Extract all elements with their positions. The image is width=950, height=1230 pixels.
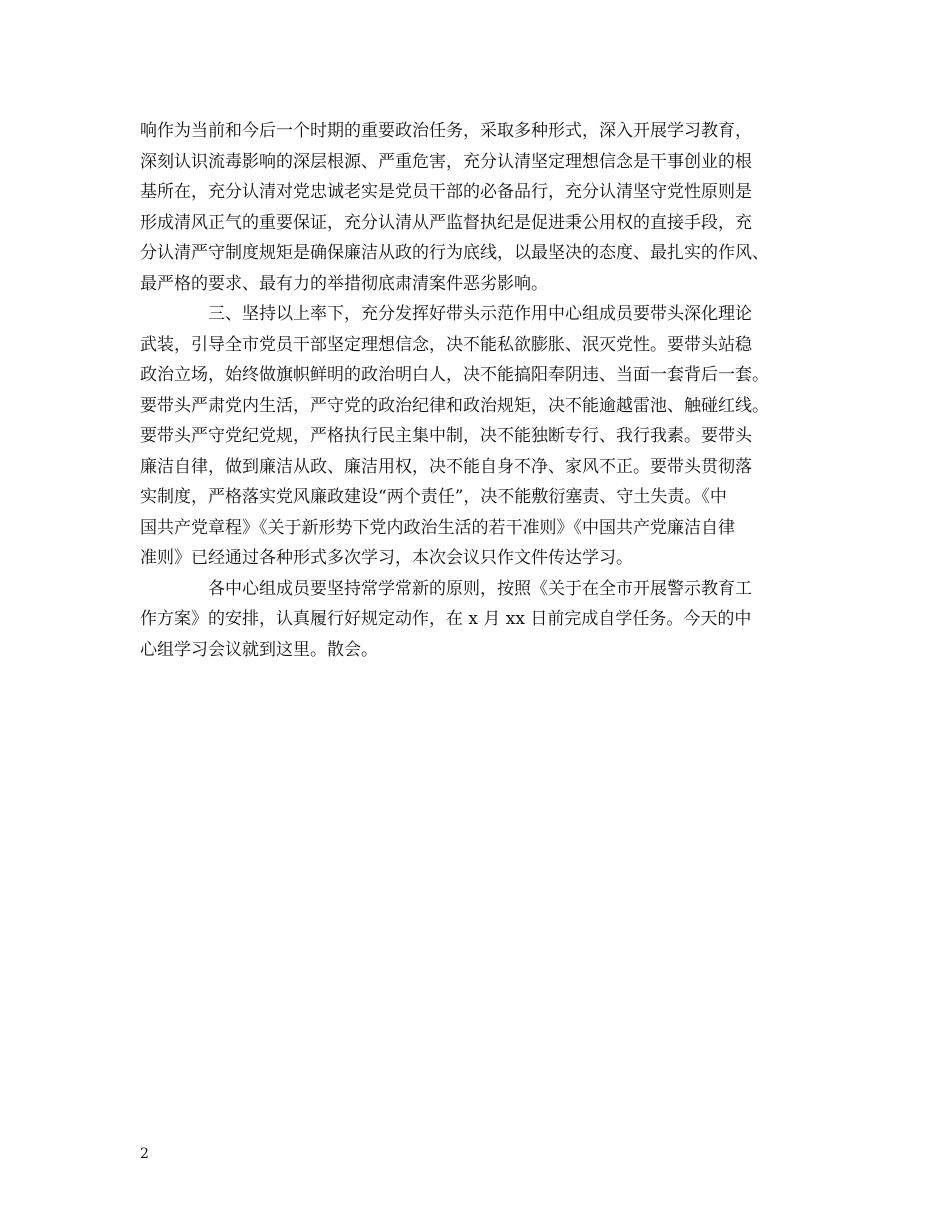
text-line: 实制度，严格落实党风廉政建设“两个责任”，决不能敷衍塞责、守土失责。《中 — [140, 487, 727, 507]
text-line: 廉洁自律，做到廉洁从政、廉洁用权，决不能自身不净、家风不正。要带头贯彻落 — [140, 456, 752, 477]
text-line: 武装，引导全市党员干部坚定理想信念，决不能私欲膨胀、泯灭党性。要带头站稳 — [140, 334, 752, 355]
text-line: 基所在，充分认清对党忠诚老实是党员干部的必备品行，充分认清坚守党性原则是 — [140, 182, 752, 202]
text-line: 三、坚持以上率下，充分发挥好带头示范作用中心组成员要带头深化理论 — [208, 304, 752, 324]
document-body — [140, 116, 820, 665]
text-line: 准则》已经通过各种形式多次学习，本次会议只作文件传达学习。 — [140, 548, 633, 568]
text-line: 心组学习会议就到这里。散会。 — [140, 639, 378, 660]
paragraph-section-three — [140, 299, 820, 574]
page-number: 2 — [140, 1146, 149, 1162]
text-line: 作方案》的安排，认真履行好规定动作，在 x 月 xx 日前完成自学任务。今天的中 — [140, 609, 752, 629]
text-line: 要带头严守党纪党规，严格执行民主集中制，决不能独断专行、我行我素。要带头 — [140, 426, 752, 446]
text-line: 深刻认识流毒影响的深层根源、严重危害，充分认清坚定理想信念是干事创业的根 — [140, 151, 752, 172]
text-line: 分认清严守制度规矩是确保廉洁从政的行为底线，以最坚决的态度、最扎实的作风、 — [140, 243, 769, 263]
text-line: 响作为当前和今后一个时期的重要政治任务，采取多种形式，深入开展学习教育， — [140, 121, 752, 141]
text-line: 政治立场，始终做旗帜鲜明的政治明白人，决不能搞阳奉阴违、当面一套背后一套。 — [140, 365, 769, 385]
paragraph-continuation — [140, 116, 820, 299]
text-line: 国共产党章程》《关于新形势下党内政治生活的若干准则》《中国共产党廉洁自律 — [140, 517, 735, 538]
text-line: 要带头严肃党内生活，严守党的政治纪律和政治规矩，决不能逾越雷池、触碰红线。 — [140, 395, 769, 416]
text-line: 各中心组成员要坚持常学常新的原则，按照《关于在全市开展警示教育工 — [208, 578, 752, 599]
text-line: 形成清风正气的重要保证，充分认清从严监督执纪是促进秉公用权的直接手段，充 — [140, 212, 752, 233]
text-line: 最严格的要求、最有力的举措彻底肃清案件恶劣影响。 — [140, 273, 548, 294]
paragraph-closing — [140, 574, 820, 666]
